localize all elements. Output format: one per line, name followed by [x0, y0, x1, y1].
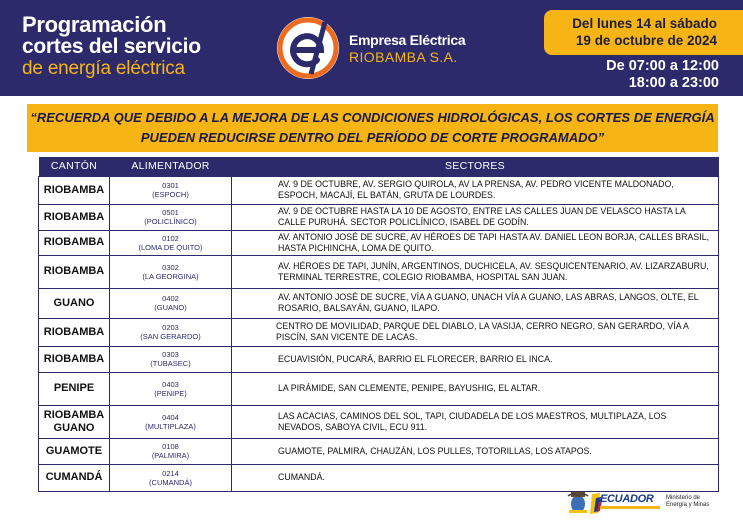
feeder-name: (GUANO)	[154, 303, 187, 312]
sectors-cell: CUMANDÁ.	[232, 464, 719, 491]
feeder-cell	[110, 255, 232, 288]
feeder-code: 0303	[162, 350, 179, 359]
feeder-cell	[110, 204, 232, 230]
table-row	[39, 230, 719, 255]
header-canton: CANTÓN	[39, 157, 110, 176]
sectors-cell: LAS ACACIAS, CAMINOS DEL SOL, TAPI, CIUDADELA DE LOS MAESTROS, MULTIPLAZA, LOS NEVADOS, SABOYA CIVIL, ECU 911.	[232, 405, 719, 438]
footer-logos	[560, 488, 720, 518]
coat-of-arms-icon	[566, 490, 590, 516]
title-line-1: Programación	[22, 12, 167, 37]
feeder-code: 0108	[162, 442, 179, 451]
feeder-code: 0404	[162, 412, 179, 422]
hours-line-1: De 07:00 a 12:00	[606, 58, 719, 74]
feeder-name: (ESPOCH)	[152, 190, 189, 199]
canton-cell: RIOBAMBA	[39, 176, 110, 204]
logo-company-name: Empresa Eléctrica	[349, 32, 466, 48]
canton-cell: RIOBAMBA	[39, 255, 110, 288]
canton-cell: RIOBAMBA	[39, 318, 110, 346]
feeder-code: 0402	[162, 294, 179, 303]
table-row	[39, 288, 719, 318]
feeder-cell	[110, 318, 232, 346]
schedule-table	[38, 157, 719, 492]
logo-company-sub: RIOBAMBA S.A.	[349, 49, 458, 65]
table-row	[39, 405, 719, 438]
feeder-name: (PENIPE)	[154, 388, 187, 398]
feeder-code: 0501	[162, 208, 179, 217]
feeder-name: (CUMANDÁ)	[149, 477, 192, 487]
header-banner	[0, 0, 743, 96]
feeder-name: (MULTIPLAZA)	[145, 421, 196, 431]
feeder-name: (LA GEORGINA)	[142, 271, 199, 281]
sectors-cell: AV. HÉROES DE TAPI, JUNÍN, ARGENTINOS, DUCHICELA, AV. SESQUICENTENARIO, AV. LIZARZABURU, TERMINAL TERRESTRE, COLEGIO RIOBAMBA, HOSPITAL SAN JUAN.	[232, 255, 719, 288]
sectors-cell: AV. ANTONIO JOSÉ DE SUCRE, VÍA A GUANO, UNACH VÍA A GUANO, LAS ABRAS, LANGOS, OLTE, EL ROSARIO, BALSAYÁN, GUANO, ILAPO.	[232, 288, 719, 318]
feeder-code: 0403	[162, 379, 179, 389]
title-line-2: cortes del servicio	[22, 35, 201, 58]
sectors-cell: CENTRO DE MOVILIDAD, PARQUE DEL DIABLO, LA VASIJA, CERRO NEGRO, SAN GERARDO, VÍA A PISCÍN, SAN VICENTE DE LACAS.	[232, 318, 719, 346]
ministry-line-2: Energía y Minas	[666, 502, 710, 508]
table-row	[39, 438, 719, 464]
table-row	[39, 318, 719, 346]
sectors-cell: AV. 9 DE OCTUBRE HASTA LA 10 DE AGOSTO, ENTRE LAS CALLES JUAN DE VELASCO HASTA LA CALLE PURUHÁ. SECTOR POLICLÍNICO, ISABEL DE GODÍN.	[232, 204, 719, 230]
brand-underline	[600, 506, 660, 509]
table-row	[39, 176, 719, 204]
feeder-name: (SAN GERARDO)	[140, 332, 201, 341]
ministry-line-1: Ministerio de	[666, 495, 701, 501]
feeder-name: (LOMA DE QUITO)	[138, 242, 203, 252]
feeder-cell	[110, 372, 232, 405]
table-row	[39, 372, 719, 405]
title-line-3: de energía eléctrica	[22, 58, 185, 79]
sectors-cell: LA PIRÁMIDE, SAN CLEMENTE, PENIPE, BAYUSHIG, EL ALTAR.	[232, 372, 719, 405]
sectors-cell: AV. ANTONIO JOSÉ DE SUCRE, AV HÉROES DE TAPI HASTA AV. DANIEL LEON BORJA, CALLES BRASIL, HASTA PICHINCHA, LOMA DE QUITO.	[232, 230, 719, 255]
feeder-cell	[110, 405, 232, 438]
table-row	[39, 464, 719, 491]
hours-line-2: 18:00 a 23:00	[628, 75, 719, 91]
date-line-1: Del lunes 14 al sábado	[572, 16, 717, 31]
feeder-cell	[110, 346, 232, 372]
feeder-cell	[110, 176, 232, 204]
canton-cell: RIOBAMBA	[39, 346, 110, 372]
table-row	[39, 255, 719, 288]
header-sectors: SECTORES	[232, 157, 719, 176]
feeder-code: 0301	[162, 181, 179, 190]
notice-banner	[27, 104, 718, 152]
feeder-code: 0214	[162, 468, 179, 478]
feeder-code: 0302	[162, 262, 179, 272]
canton-cell: RIOBAMBA	[39, 204, 110, 230]
ecuador-brand: ECUADOR	[600, 493, 654, 505]
canton-cell: CUMANDÁ	[39, 464, 110, 491]
sectors-cell: AV. 9 DE OCTUBRE, AV. SERGIO QUIROLA, AV LA PRENSA, AV. PEDRO VICENTE MALDONADO, ESPOCH, MACAJÍ, EL BATÁN, GRUTA DE LOURDES.	[232, 176, 719, 204]
date-range-box	[544, 10, 743, 55]
hours-block	[606, 58, 719, 92]
feeder-cell	[110, 464, 232, 491]
header-feeder: ALIMENTADOR	[110, 157, 232, 176]
feeder-name: (TUBASEC)	[150, 359, 191, 368]
feeder-cell	[110, 230, 232, 255]
feeder-name: (POLICLÍNICO)	[144, 217, 197, 226]
canton-cell: GUAMOTE	[39, 438, 110, 464]
feeder-cell	[110, 288, 232, 318]
table-row	[39, 346, 719, 372]
feeder-code: 0203	[162, 323, 179, 332]
feeder-code: 0102	[162, 233, 179, 243]
canton-cell: GUANO	[39, 288, 110, 318]
canton-cell: RIOBAMBA	[39, 230, 110, 255]
company-logo	[273, 14, 473, 82]
canton-cell: RIOBAMBA GUANO	[39, 405, 110, 438]
logo-e-icon	[273, 14, 345, 82]
feeder-name: (PALMIRA)	[151, 451, 190, 460]
ministry-name	[666, 495, 709, 509]
table-row	[39, 204, 719, 230]
sectors-cell: GUAMOTE, PALMIRA, CHAUZÁN, LOS PULLES, TOTORILLAS, LOS ATAPOS.	[232, 438, 719, 464]
sectors-cell: ECUAVISIÓN, PUCARÁ, BARRIO EL FLORECER, BARRIO EL INCA.	[232, 346, 719, 372]
date-line-2: 19 de octubre de 2024	[575, 33, 717, 48]
page-title	[22, 14, 201, 80]
table-header-row	[39, 157, 719, 176]
notice-text: “RECUERDA QUE DEBIDO A LA MEJORA DE LAS CONDICIONES HIDROLÓGICAS, LOS CORTES DE ENERGÍA PUEDEN REDUCIRSE DENTRO DEL PERÍODO DE CORTE PROGRAMADO”	[30, 110, 715, 145]
feeder-cell	[110, 438, 232, 464]
canton-cell: PENIPE	[39, 372, 110, 405]
